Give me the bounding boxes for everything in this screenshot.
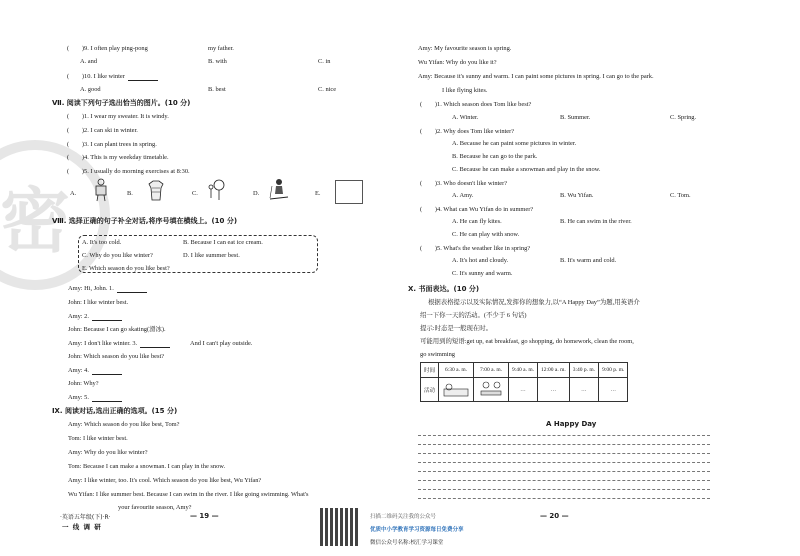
section-10-title: Ⅹ. 书面表达。(10 分) bbox=[408, 285, 480, 293]
dialog-line: And I can't play outside. bbox=[190, 340, 253, 347]
question-option: A. Winter. bbox=[452, 114, 479, 121]
instruction-line: 根据表格提示以及实际情况,发挥你的想象力,以“A Happy Day”为题,用英语介 bbox=[428, 299, 640, 306]
sec7-item: ( )1. I wear my sweater. It is windy. bbox=[67, 113, 169, 120]
question-option: C. Tom. bbox=[670, 192, 691, 199]
activity-table bbox=[420, 362, 628, 402]
instruction-line: 绍一下你一天的活动。(不少于 6 句话) bbox=[420, 312, 527, 319]
writing-line bbox=[418, 462, 710, 463]
question: ( )4. What can Wu Yifan do in summer? bbox=[420, 206, 534, 213]
question-option: B. It's warm and cold. bbox=[560, 257, 617, 264]
question-option: B. Summer. bbox=[560, 114, 591, 121]
table-cell: 9:40 a. m. bbox=[509, 363, 538, 378]
reading-line: Tom: I like winter best. bbox=[68, 435, 128, 442]
writing-line bbox=[418, 489, 710, 490]
question-option: B. He can swim in the river. bbox=[560, 218, 632, 225]
q10-option-a: A. good bbox=[80, 86, 101, 93]
sec8-option: A. It's too cold. bbox=[82, 239, 122, 246]
timetable-image bbox=[335, 180, 363, 204]
table-cell: 3:40 p. m. bbox=[569, 363, 598, 378]
pic-label-a: A. bbox=[70, 190, 77, 197]
dialog-line: John: Because I can go skating(滑冰). bbox=[68, 326, 166, 333]
reading-line: Amy: Because it's sunny and warm. I can paint some pictures in spring. I can go to the park. bbox=[418, 73, 654, 80]
dialog-line: John: I like winter best. bbox=[68, 299, 129, 306]
table-cell: … bbox=[509, 378, 538, 402]
essay-title: A Happy Day bbox=[546, 420, 597, 428]
question-option: C. Because he can make a snowman and play in the snow. bbox=[452, 166, 601, 173]
sec8-option: E. Which season do you like best? bbox=[82, 265, 170, 272]
reading-line: Wu Yifan: I like summer best. Because I can swim in the river. I like going swimming. What's bbox=[68, 491, 309, 498]
reading-line: I like flying kites. bbox=[442, 87, 488, 94]
question-option: A. He can fly kites. bbox=[452, 218, 502, 225]
question-option: B. Because he can go to the park. bbox=[452, 153, 538, 160]
right-page bbox=[370, 0, 800, 556]
dialog-line: Amy: Hi, John. 1. bbox=[68, 284, 147, 293]
q9-text: ( )9. I often play ping-pong bbox=[67, 45, 148, 52]
q10-option-c: C. nice bbox=[318, 86, 337, 93]
page-number: — 19 — bbox=[190, 512, 219, 520]
q9-option-a: A. and bbox=[80, 58, 98, 65]
question-option: C. It's sunny and warm. bbox=[452, 270, 513, 277]
writing-line bbox=[418, 498, 710, 499]
sweater-image bbox=[145, 178, 167, 202]
pic-label-c: C. bbox=[192, 190, 198, 197]
wechat-label: 微信公众号名称:校汇学习课堂 bbox=[370, 540, 444, 546]
brand-label: 一 线 调 研 bbox=[62, 523, 102, 531]
writing-line bbox=[418, 471, 710, 472]
table-cell bbox=[439, 378, 474, 402]
table-header: 活动 bbox=[421, 378, 439, 402]
watermark-seal: 密 bbox=[0, 140, 110, 290]
table-cell: 9:00 p. m. bbox=[599, 363, 628, 378]
question-option: A. Amy. bbox=[452, 192, 474, 199]
q9-option-c: C. in bbox=[318, 58, 331, 65]
q9-option-b: B. with bbox=[208, 58, 227, 65]
page-number: — 20 — bbox=[540, 512, 569, 520]
section-9-title: Ⅸ. 阅读对话,选出正确的选项。(15 分) bbox=[52, 407, 178, 415]
question: ( )1. Which season does Tom like best? bbox=[420, 101, 532, 108]
question-option: B. Wu Yifan. bbox=[560, 192, 594, 199]
waking-up-image bbox=[442, 379, 470, 399]
sec8-option: B. Because I can eat ice cream. bbox=[183, 239, 263, 246]
question: ( )5. What's the weather like in spring? bbox=[420, 245, 531, 252]
reading-line: Amy: Why do you like winter? bbox=[68, 449, 148, 456]
table-cell bbox=[474, 378, 509, 402]
qr-code-image bbox=[320, 508, 358, 546]
writing-line bbox=[418, 453, 710, 454]
reading-line: Amy: My favourite season is spring. bbox=[418, 45, 512, 52]
instruction-line: 提示:时态是一般现在时。 bbox=[420, 325, 493, 332]
sec7-item: ( )2. I can ski in winter. bbox=[67, 127, 138, 134]
question: ( )3. Who doesn't like winter? bbox=[420, 180, 508, 187]
sec7-item: ( )3. I can plant trees in spring. bbox=[67, 141, 157, 148]
question-option: C. He can play with snow. bbox=[452, 231, 520, 238]
q10-option-b: B. best bbox=[208, 86, 226, 93]
q9-tail: my father. bbox=[208, 45, 234, 52]
dialog-line: Amy: 4. bbox=[68, 366, 122, 375]
table-cell: 6:30 a. m. bbox=[439, 363, 474, 378]
pic-label-d: D. bbox=[253, 190, 260, 197]
dialog-line: John: Which season do you like best? bbox=[68, 353, 165, 360]
dialog-line: Amy: 2. bbox=[68, 312, 122, 321]
table-cell: 7:00 a. m. bbox=[474, 363, 509, 378]
writing-line bbox=[418, 480, 710, 481]
table-header: 时间 bbox=[421, 363, 439, 378]
reading-line: Amy: I like winter, too. It's cool. Which season do you like best, Wu Yifan? bbox=[68, 477, 262, 484]
table-cell: … bbox=[569, 378, 598, 402]
promo-label: 优质中小学教育学习资源每日免费分享 bbox=[370, 527, 464, 533]
dialog-line: Amy: 5. bbox=[68, 393, 122, 402]
pic-label-b: B. bbox=[127, 190, 133, 197]
section-7-title: Ⅶ. 阅读下列句子选出恰当的图片。(10 分) bbox=[52, 99, 191, 107]
writing-line bbox=[418, 444, 710, 445]
book-label: ·英语五年级(下)·R· bbox=[60, 514, 111, 521]
table-cell: … bbox=[538, 378, 570, 402]
reading-line: Amy: Which season do you like best, Tom? bbox=[68, 421, 180, 428]
plant-tree-image bbox=[205, 178, 227, 202]
instruction-line: go swimming bbox=[420, 351, 455, 358]
skiing-image bbox=[268, 178, 290, 202]
sec8-option: D. I like summer best. bbox=[183, 252, 240, 259]
breakfast-image bbox=[477, 379, 505, 399]
reading-line: your favourite season, Amy? bbox=[118, 504, 192, 511]
person-sweater-image bbox=[90, 178, 112, 202]
reading-line: Tom: Because I can make a snowman. I can play in the snow. bbox=[68, 463, 226, 470]
dialog-line: John: Why? bbox=[68, 380, 99, 387]
instruction-line: 可能用到的短语:get up, eat breakfast, go shopping, do homework, clean the room, bbox=[420, 338, 634, 345]
question-option: A. Because he can paint some pictures in winter. bbox=[452, 140, 577, 147]
reading-line: Wu Yifan: Why do you like it? bbox=[418, 59, 497, 66]
question: ( )2. Why does Tom like winter? bbox=[420, 128, 515, 135]
q10-text: ( )10. I like winter bbox=[67, 72, 158, 81]
writing-line bbox=[418, 435, 710, 436]
sec8-option: C. Why do you like winter? bbox=[82, 252, 153, 259]
question-option: C. Spring. bbox=[670, 114, 697, 121]
table-cell: … bbox=[599, 378, 628, 402]
section-8-title: Ⅷ. 选择正确的句子补全对话,将序号填在横线上。(10 分) bbox=[52, 217, 238, 225]
sec7-item: ( )4. This is my weekday timetable. bbox=[67, 154, 169, 161]
scan-qr-label: 扫描二维码关注我的公众号 bbox=[370, 514, 437, 520]
pic-label-e: E. bbox=[315, 190, 321, 197]
table-cell: 12:00 a. m. bbox=[538, 363, 570, 378]
question-option: A. It's hot and cloudy. bbox=[452, 257, 509, 264]
sec7-item: ( )5. I usually do morning exercises at 8:30. bbox=[67, 168, 190, 175]
dialog-line: Amy: I don't like winter. 3. bbox=[68, 339, 170, 348]
